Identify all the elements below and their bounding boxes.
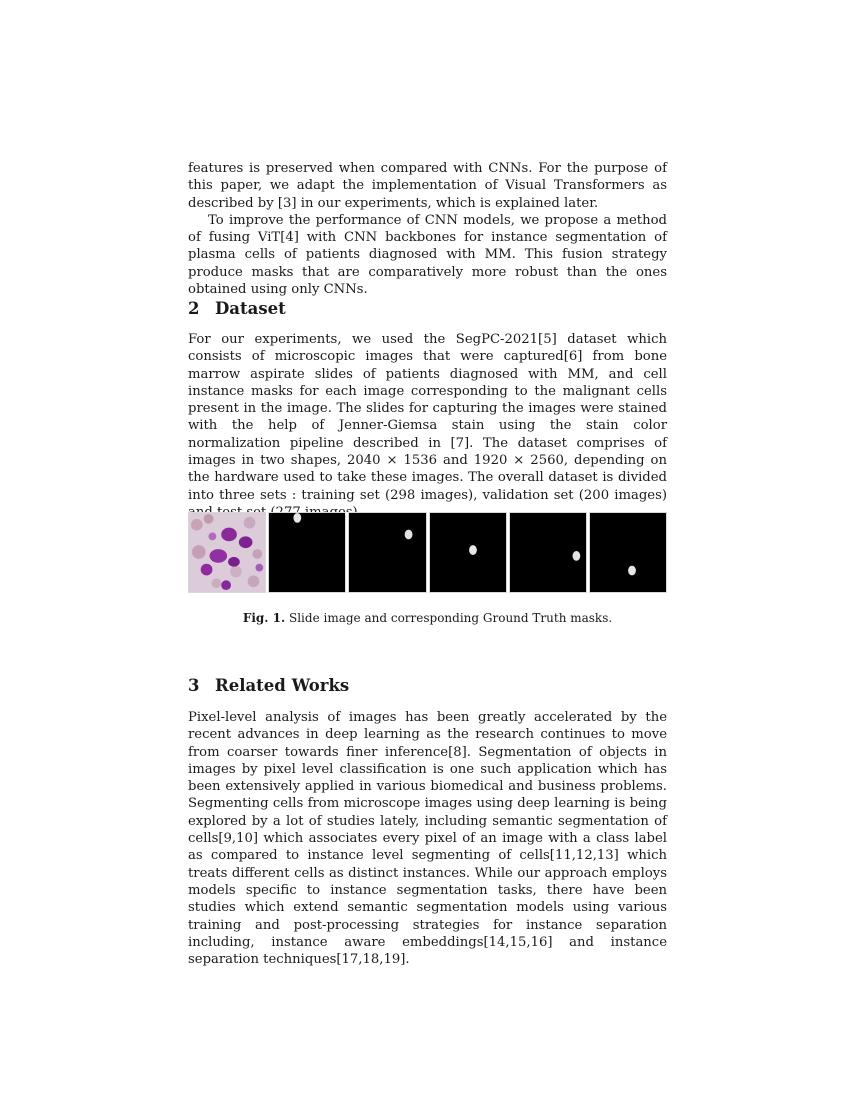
figure-1-caption xyxy=(188,610,667,626)
section-2-body xyxy=(188,331,667,521)
section-2-paragraph: For our experiments, we used the SegPC-2021[5] dataset which consists of microscopic images that were captured[6] from bone marrow aspirate slides of patients diagnosed with MM, and cell instance masks for each image corresponding to the malignant cells present in the image. The slides for capturing the images were stained with the help of Jenner-Giemsa stain using the stain color normalization pipeline described in [7]. The dataset comprises of images in two shapes, 2040 × 1536 and 1920 × 2560, depending on the hardware used to take these images. The overall dataset is divided into three sets : training set (298 images), validation set (200 images) xyxy=(188,332,667,503)
figure-1-caption-text: Slide image and corresponding Ground Truth masks. xyxy=(289,611,613,625)
figure-1-label: Fig. 1. xyxy=(242,611,286,625)
section-3-paragraph: Pixel-level analysis of images has been greatly accelerated by the recent advances in deep learning as the research continues to move from coarser towards finer inference[8]. Segmentation of objects in images by pixel level classification is one such application which has been extensively applied in various biomedical and business problems. Segmenting cells from microscope images using deep learning is being explored by a lot of studies lately, including semantic segmentation of cells[9,10] which associates every pixel of an image with a class label as compared to instance level segmenting of cells[11,12,13] which treats different cells as distinct instances. While our approach employs models specific to instance segmentation tasks, there have been studies which extend semantic segmentation models using various training and post-processing strategies for instance separation including, instance aware embeddings[14,15,16] and instance separation techniques[17,18,19]. xyxy=(188,710,667,968)
mask-3 xyxy=(429,512,507,593)
mask-4 xyxy=(509,512,587,593)
section-3-number: 3 xyxy=(188,676,200,695)
mask-1 xyxy=(268,512,346,593)
section-2-number: 2 xyxy=(188,299,200,318)
mask-2 xyxy=(348,512,426,593)
section-2-title: Dataset xyxy=(215,299,286,318)
intro-paragraph-2: To improve the performance of CNN models, we propose a method of fusing ViT[4] with CNN backbones for instance segmentation of plasma cells of patients diagnosed with MM. This fusion strategy produce masks that are comparatively more robust than the ones obtained using only CNNs. xyxy=(188,212,667,298)
mask-5 xyxy=(589,512,667,593)
intro-paragraph-1: features is preserved when compared with CNNs. For the purpose of this paper, we adapt the implementation of Visual Transformers as described by [3] in our experiments, which is explained later. xyxy=(188,161,667,211)
intro-text xyxy=(188,160,667,298)
section-2-heading xyxy=(188,299,286,319)
section-3-body xyxy=(188,709,667,968)
section-3-heading xyxy=(188,676,349,696)
section-3-title: Related Works xyxy=(215,676,350,695)
slide-image xyxy=(188,512,266,593)
figure-1 xyxy=(188,512,667,593)
